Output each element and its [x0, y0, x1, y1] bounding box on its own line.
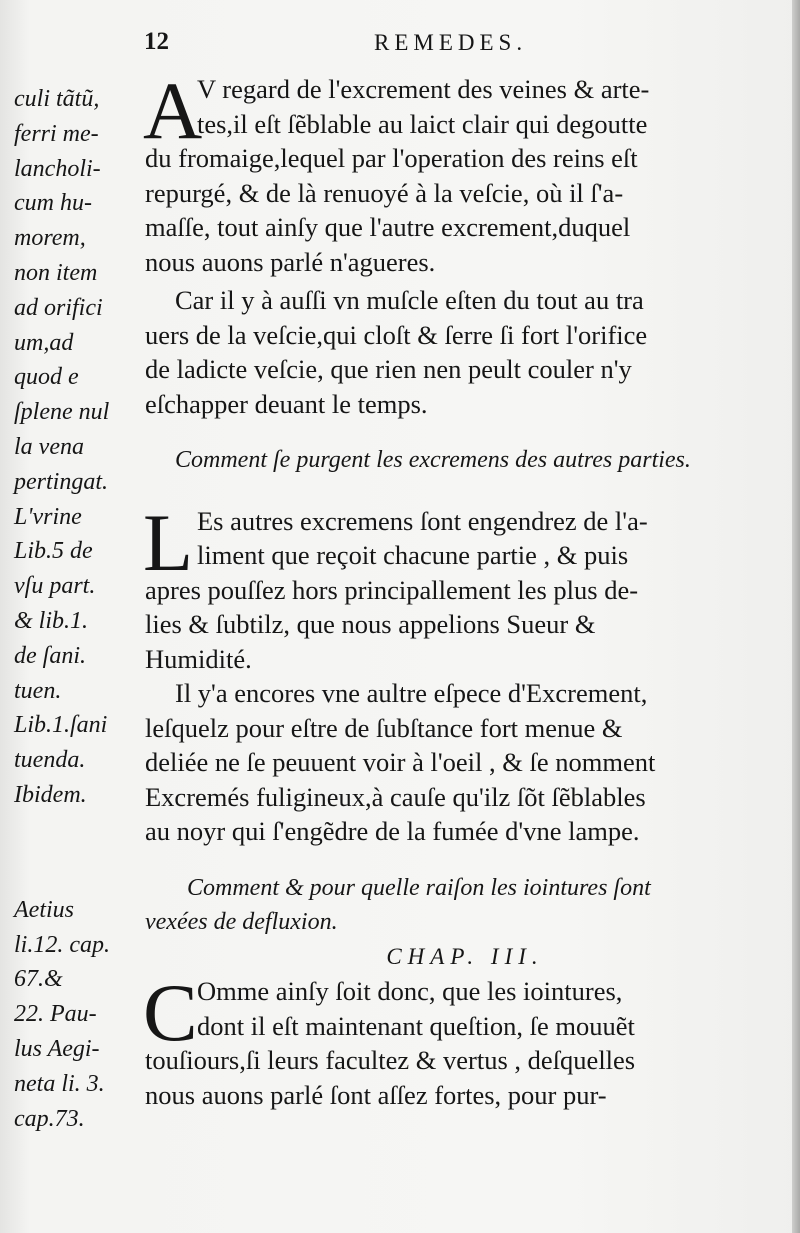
margin-note-line: quod e: [14, 364, 79, 391]
chapter-heading: CHAP. III.: [386, 943, 544, 969]
margin-note-line: culi tãtũ,: [14, 86, 100, 112]
paragraph-4: [145, 676, 785, 849]
text-line: Il y'a encores vne aultre eſpece d'Excrement,: [175, 678, 648, 708]
section-heading-line: Comment & pour quelle raiſon les iointures ſont: [187, 874, 651, 901]
margin-note-line: tuenda.: [14, 747, 86, 774]
text-line: Es autres excremens ſont engendrez de l'a-: [197, 505, 648, 536]
paragraph-1: [143, 65, 785, 279]
margin-note-line: ferri me-: [14, 120, 99, 147]
text-line: maſſe, tout ainſy que l'autre excrement,duquel: [145, 212, 631, 242]
running-head: [140, 28, 780, 62]
margin-note-line: neta li. 3.: [14, 1070, 105, 1097]
drop-cap: L: [143, 496, 194, 588]
margin-note-line: Aetius: [14, 896, 74, 923]
text-line: touſiours,ſi leurs facultez & vertus , deſquelles: [145, 1045, 636, 1075]
margin-note-line: ad orifici: [14, 294, 103, 321]
text-line: nous auons parlé n'agueres.: [145, 246, 436, 277]
drop-cap: A: [143, 65, 203, 156]
margin-note-line: non item: [14, 259, 98, 286]
section-heading-line: vexées de defluxion.: [145, 909, 338, 935]
margin-note-line: L'vrine: [14, 503, 82, 530]
margin-note-line: vſu part.: [14, 573, 96, 600]
margin-note-line: 22. Pau-: [14, 1001, 97, 1028]
page-edge-shadow: [792, 0, 800, 1233]
main-text: [143, 65, 785, 1112]
margin-note-line: cum hu-: [14, 190, 92, 217]
margin-note-line: Lib.1.ſani: [14, 712, 108, 739]
text-line: lies & ſubtilz, que nous appelions Sueur &: [145, 609, 596, 639]
margin-note-line: la vena: [14, 433, 84, 460]
margin-gap: [14, 813, 142, 893]
margin-note-line: lancholi-: [14, 155, 101, 182]
running-title: REMEDES.: [374, 30, 528, 55]
paragraph-5: [143, 967, 785, 1112]
text-line: Humidité.: [145, 643, 252, 674]
text-line: de ladicte veſcie, que rien nen peult couler n'y: [145, 354, 632, 384]
paragraph-2: [145, 283, 785, 421]
margin-notes: [14, 82, 142, 1136]
page-number: 12: [144, 28, 169, 55]
text-line: Excremés fuligineux,à cauſe qu'ilz ſõt ſẽblables: [145, 781, 646, 812]
section-heading: [145, 871, 785, 940]
margin-note-line: cap.73.: [14, 1105, 85, 1132]
margin-note-line: morem,: [14, 225, 86, 252]
text-line: leſquelz pour eſtre de ſubſtance fort menue &: [145, 712, 623, 743]
margin-note-line: lus Aegi-: [14, 1035, 100, 1062]
text-line: uers de la veſcie,qui cloſt & ſerre ſi fort l'orifice: [145, 319, 648, 350]
text-line: dont il eſt maintenant queſtion, ſe mouuẽt: [197, 1010, 635, 1041]
margin-note-line: li.12. cap.: [14, 931, 110, 958]
margin-note-line: de ſani.: [14, 642, 86, 669]
text-line: V regard de l'excrement des veines & arte-: [197, 74, 650, 104]
margin-note-line: pertingat.: [14, 468, 108, 495]
drop-cap: C: [143, 967, 198, 1058]
text-line: du fromaige,lequel par l'operation des reins eſt: [145, 143, 638, 173]
section-heading: Comment ſe purgent les excremens des autres parties.: [175, 447, 691, 473]
text-line: deliée ne ſe peuuent voir à l'oeil , & ſe nomment: [145, 747, 656, 777]
margin-note-line: Lib.5 de: [14, 538, 93, 565]
margin-note-line: & lib.1.: [14, 607, 89, 634]
margin-note-line: 67.&: [14, 966, 63, 993]
paragraph-3: [143, 496, 785, 677]
text-line: nous auons parlé ſont aſſez fortes, pour pur-: [145, 1079, 607, 1110]
text-line: au noyr qui ſ'engẽdre de la fumée d'vne lampe.: [145, 816, 640, 846]
text-line: apres pouſſez hors principallement les plus de-: [145, 574, 639, 605]
margin-note-line: tuen.: [14, 677, 62, 704]
text-line: liment que reçoit chacune partie , & puis: [197, 540, 629, 570]
margin-note-line: Ibidem.: [14, 781, 87, 808]
text-line: Omme ainſy ſoit donc, que les iointures,: [197, 976, 623, 1006]
text-line: Car il y à auſſi vn muſcle eſten du tout au tra: [175, 285, 644, 315]
margin-note-line: um,ad: [14, 329, 74, 356]
text-line: tes,il eſt ſẽblable au laict clair qui degoutte: [197, 108, 648, 139]
margin-note-line: ſplene nul: [14, 399, 110, 426]
text-line: repurgé, & de là renuoyé à la veſcie, où il ſ'a-: [145, 177, 624, 208]
text-line: eſchapper deuant le temps.: [145, 388, 428, 419]
